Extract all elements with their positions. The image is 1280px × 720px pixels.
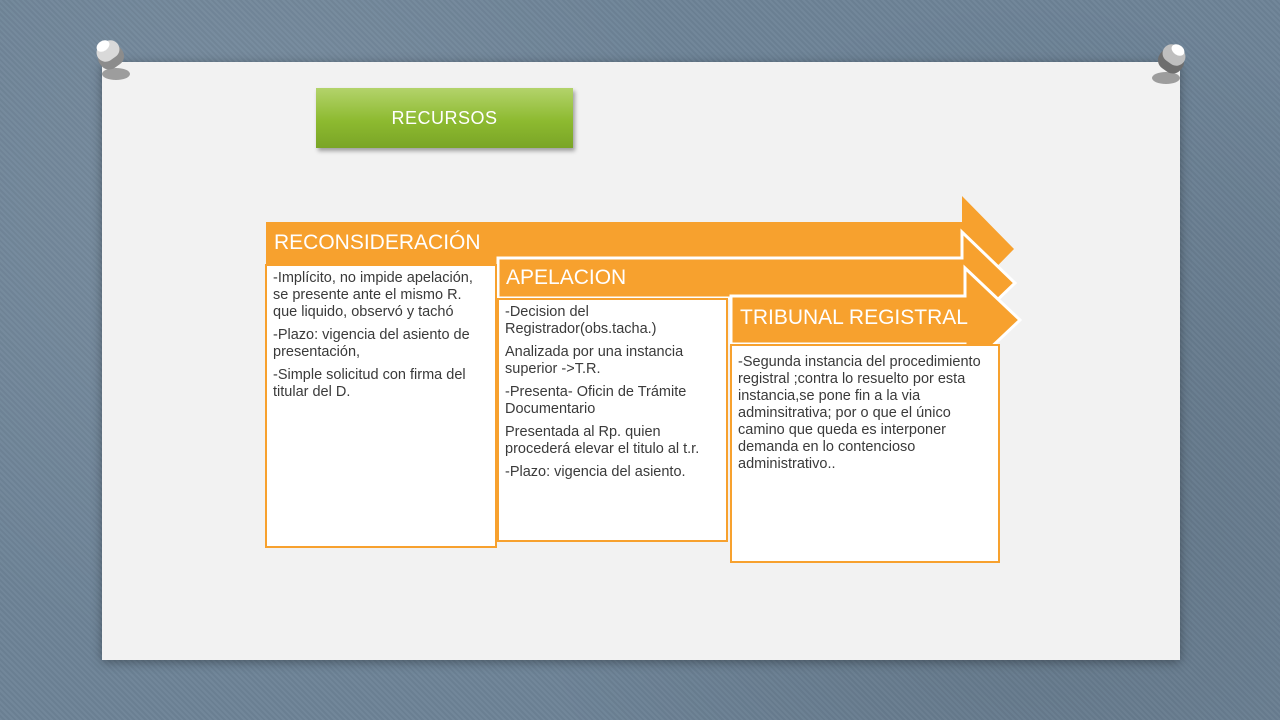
- stage-text: -Segunda instancia del procedimiento registral ;contra lo resuelto por esta instancia,se pone fin a la via adminsitrativa; por o que el único camino que queda es interponer demanda en lo contencioso administrativo..: [738, 354, 981, 472]
- stage-heading: APELACION: [506, 266, 627, 289]
- stage-text: -Plazo: vigencia del asiento de presentación,: [273, 327, 470, 360]
- stage-text: -Presenta- Oficin de Trámite Documentario: [505, 384, 687, 417]
- stage-heading: RECONSIDERACIÓN: [274, 231, 481, 254]
- title-banner: RECURSOS: [316, 88, 573, 148]
- stage-heading: TRIBUNAL REGISTRAL: [740, 306, 968, 329]
- stage-text: -Implícito, no impide apelación, se presente ante el mismo R. que liquido, observó y tachó: [273, 270, 473, 320]
- stage-text: Analizada por una instancia superior ->T.R.: [505, 344, 684, 377]
- stage-panel-tribunal: [730, 344, 1000, 563]
- stage-text: -Simple solicitud con firma del titular del D.: [273, 367, 466, 400]
- stage-panel-apelacion: [497, 298, 728, 542]
- stage-panel-reconsideracion: [265, 264, 497, 548]
- stage-text: -Decision del Registrador(obs.tacha.): [505, 304, 657, 337]
- stage-text: -Plazo: vigencia del asiento.: [505, 464, 686, 480]
- stage-text: Presentada al Rp. quien procederá elevar el titulo al t.r.: [505, 424, 700, 457]
